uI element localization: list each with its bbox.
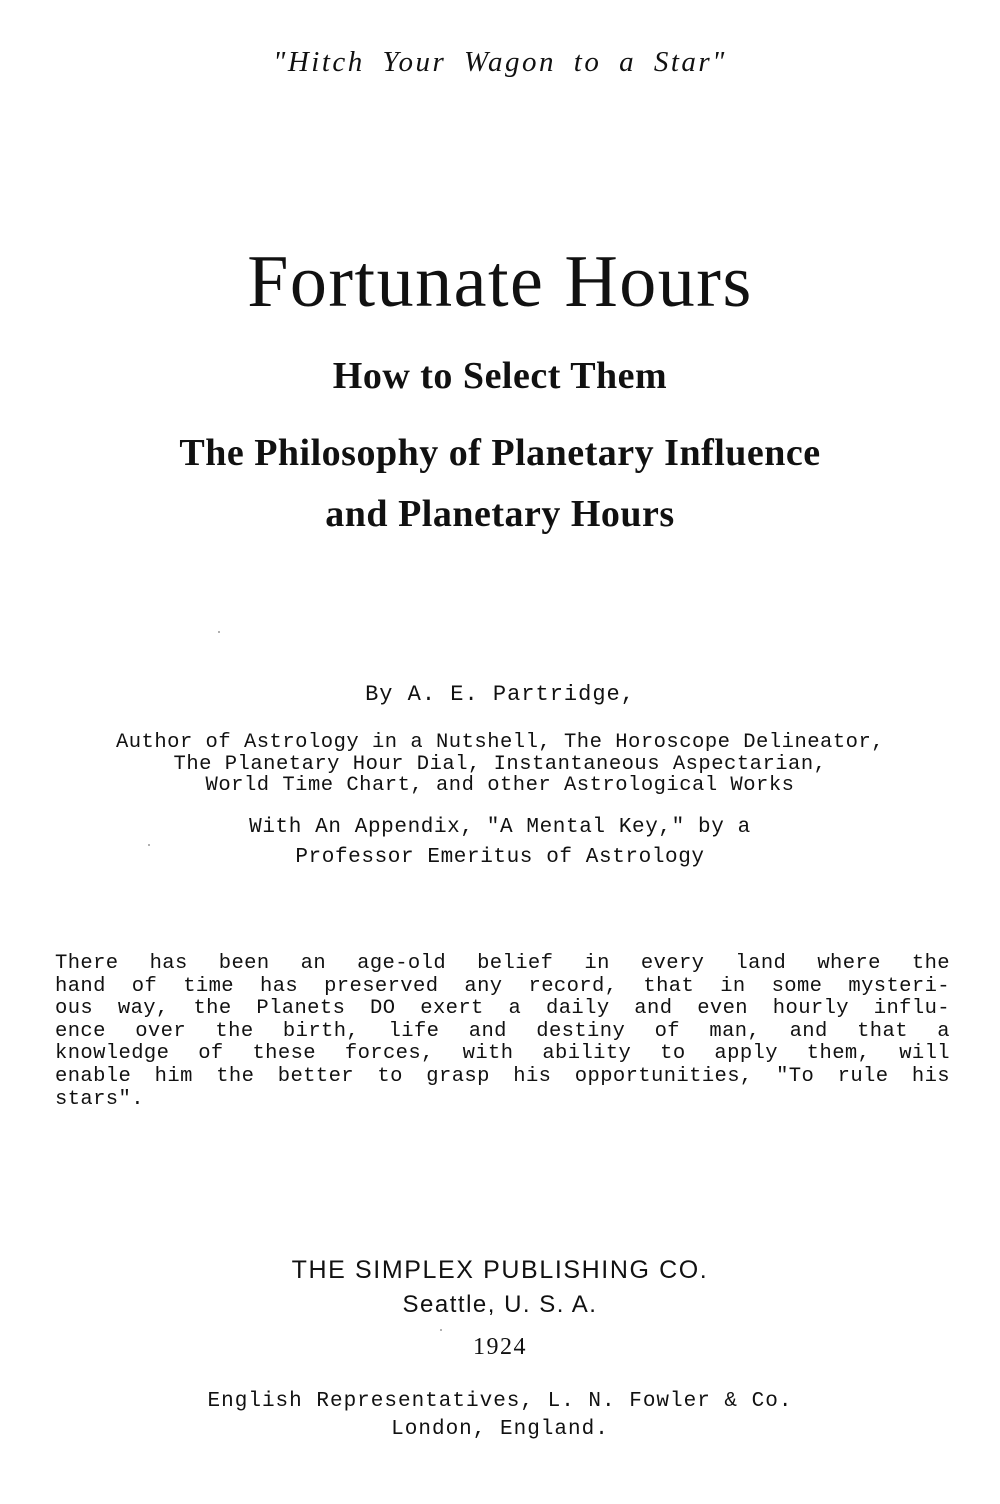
author-byline: By A. E. Partridge, bbox=[365, 682, 635, 707]
subtitle-line: How to Select Them bbox=[332, 355, 668, 397]
intro-paragraph bbox=[55, 953, 950, 1111]
paragraph-line: ous way, the Planets DO exert a daily and even hourly influ- bbox=[55, 997, 950, 1021]
print-speck bbox=[440, 1329, 442, 1331]
paragraph-line: ence over the birth, life and destiny of man, and that a bbox=[55, 1019, 950, 1043]
motto: "Hitch Your Wagon to a Star" bbox=[273, 46, 727, 78]
author-works-line: The Planetary Hour Dial, Instantaneous Aspectarian, bbox=[173, 753, 827, 776]
author-works-line: World Time Chart, and other Astrological Works bbox=[205, 774, 795, 797]
paragraph-line: knowledge of these forces, with ability to apply them, will bbox=[55, 1042, 950, 1066]
appendix-note-line: With An Appendix, "A Mental Key," by a bbox=[249, 816, 751, 839]
representatives-line: English Representatives, L. N. Fowler & Co. bbox=[207, 1390, 793, 1413]
publisher-name: THE SIMPLEX PUBLISHING CO. bbox=[291, 1256, 709, 1284]
paragraph-line: enable him the better to grasp his opportunities, "To rule his bbox=[55, 1064, 950, 1088]
book-title: Fortunate Hours bbox=[247, 241, 753, 323]
publisher-city: Seattle, U. S. A. bbox=[402, 1291, 598, 1318]
appendix-note-line: Professor Emeritus of Astrology bbox=[295, 846, 705, 869]
subtitle-line: The Philosophy of Planetary Influence bbox=[179, 432, 821, 474]
paragraph-line: stars". bbox=[55, 1087, 144, 1111]
subtitle-line: and Planetary Hours bbox=[325, 493, 675, 535]
print-speck bbox=[218, 631, 220, 633]
print-speck bbox=[148, 844, 150, 846]
paragraph-line: There has been an age-old belief in every land where the bbox=[55, 952, 950, 975]
representatives-line: London, England. bbox=[391, 1418, 609, 1441]
paragraph-line: hand of time has preserved any record, that in some mysteri- bbox=[55, 974, 950, 998]
publication-year: 1924 bbox=[473, 1334, 527, 1360]
author-works-line: Author of Astrology in a Nutshell, The Horoscope Delineator, bbox=[115, 731, 885, 754]
